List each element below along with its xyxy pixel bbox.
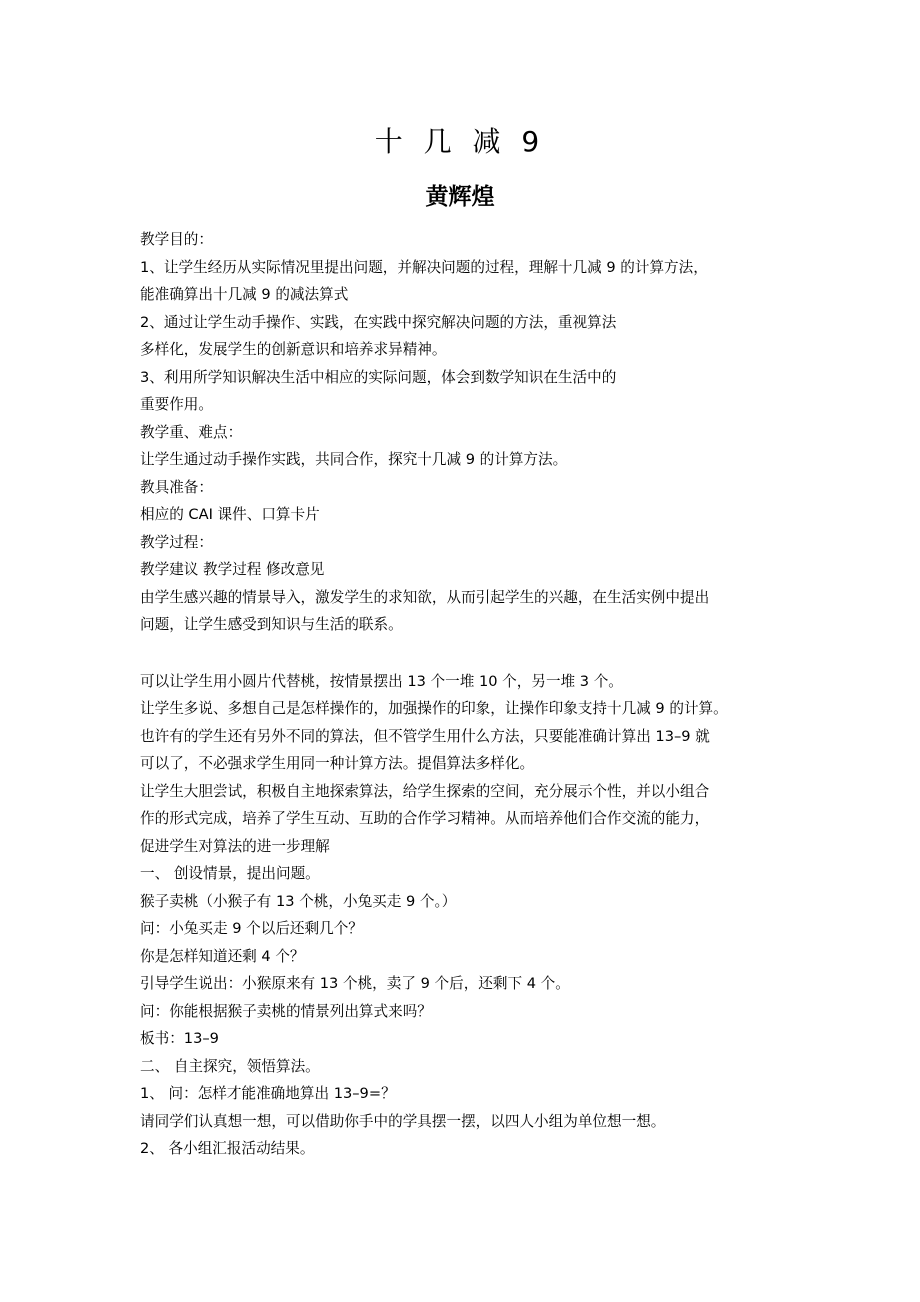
- paragraph-line: 一、 创设情景，提出问题。: [140, 865, 320, 882]
- paragraph-line: 教学过程：: [140, 533, 213, 551]
- paragraph-line: 1、 问：怎样才能准确地算出 13–9=？: [140, 1085, 396, 1102]
- paragraph-line: 问题，让学生感受到知识与生活的联系。: [140, 616, 403, 633]
- document-body: [140, 226, 820, 1163]
- paragraph-line: 多样化，发展学生的创新意识和培养求异精神。: [140, 341, 447, 358]
- paragraph-line: 可以让学生用小圆片代替桃，按情景摆出 13 个一堆 10 个，另一堆 3 个。: [140, 672, 623, 690]
- paragraph-line: 教学重、难点：: [140, 423, 243, 441]
- paragraph-line: 教学建议 教学过程 修改意见: [140, 561, 325, 578]
- paragraph-line: 让学生通过动手操作实践，共同合作，探究十几减 9 的计算方法。: [140, 451, 568, 468]
- paragraph-line: 你是怎样知道还剩 4 个？: [140, 947, 305, 965]
- paragraph-line: 教具准备：: [140, 478, 213, 496]
- blank-line: [140, 639, 820, 668]
- paragraph-line: 相应的 CAI 课件、口算卡片: [140, 506, 320, 523]
- paragraph-line: 也许有的学生还有另外不同的算法，但不管学生用什么方法，只要能准确计算出 13–9 就: [140, 727, 710, 745]
- paragraph-line: 能准确算出十几减 9 的减法算式: [140, 286, 349, 303]
- paragraph-line: 请同学们认真想一想，可以借助你手中的学具摆一摆，以四人小组为单位想一想。: [140, 1112, 666, 1130]
- author-name: 黄辉煌: [425, 184, 495, 210]
- document-title: 十 几 减 9: [374, 125, 546, 158]
- paragraph-line: 重要作用。: [140, 396, 213, 413]
- paragraph-line: 2、通过让学生动手操作、实践，在实践中探究解决问题的方法，重视算法: [140, 313, 617, 331]
- paragraph-line: 作的形式完成，培养了学生互动、互助的合作学习精神。从而培养他们合作交流的能力，: [140, 810, 710, 827]
- paragraph-line: 让学生多说、多想自己是怎样操作的，加强操作的印象，让操作印象支持十几减 9 的计算。: [140, 700, 728, 717]
- paragraph-line: 由学生感兴趣的情景导入，激发学生的求知欲，从而引起学生的兴趣，在生活实例中提出: [140, 588, 710, 606]
- paragraph-line: 板书：13–9: [140, 1030, 219, 1047]
- paragraph-line: 二、 自主探究，领悟算法。: [140, 1057, 320, 1075]
- paragraph-line: 1、让学生经历从实际情况里提出问题，并解决问题的过程，理解十几减 9 的计算方法，: [140, 258, 708, 276]
- paragraph-line: 可以了，不必强求学生用同一种计算方法。提倡算法多样化。: [140, 755, 535, 772]
- paragraph-line: 促进学生对算法的进一步理解: [140, 837, 330, 855]
- paragraph-line: 3、利用所学知识解决生活中相应的实际问题，体会到数学知识在生活中的: [140, 368, 617, 386]
- paragraph-line: 2、 各小组汇报活动结果。: [140, 1140, 315, 1157]
- paragraph-line: 问：小兔买走 9 个以后还剩几个？: [140, 920, 363, 937]
- paragraph-line: 问：你能根据猴子卖桃的情景列出算式来吗？: [140, 1002, 432, 1020]
- paragraph-line: 猴子卖桃（小猴子有 13 个桃，小兔买走 9 个。）: [140, 892, 457, 910]
- paragraph-line: 引导学生说出：小猴原来有 13 个桃，卖了 9 个后，还剩下 4 个。: [140, 975, 570, 992]
- paragraph-line: 教学目的：: [140, 231, 213, 248]
- paragraph-line: 让学生大胆尝试，积极自主地探索算法，给学生探索的空间，充分展示个性，并以小组合: [140, 782, 710, 800]
